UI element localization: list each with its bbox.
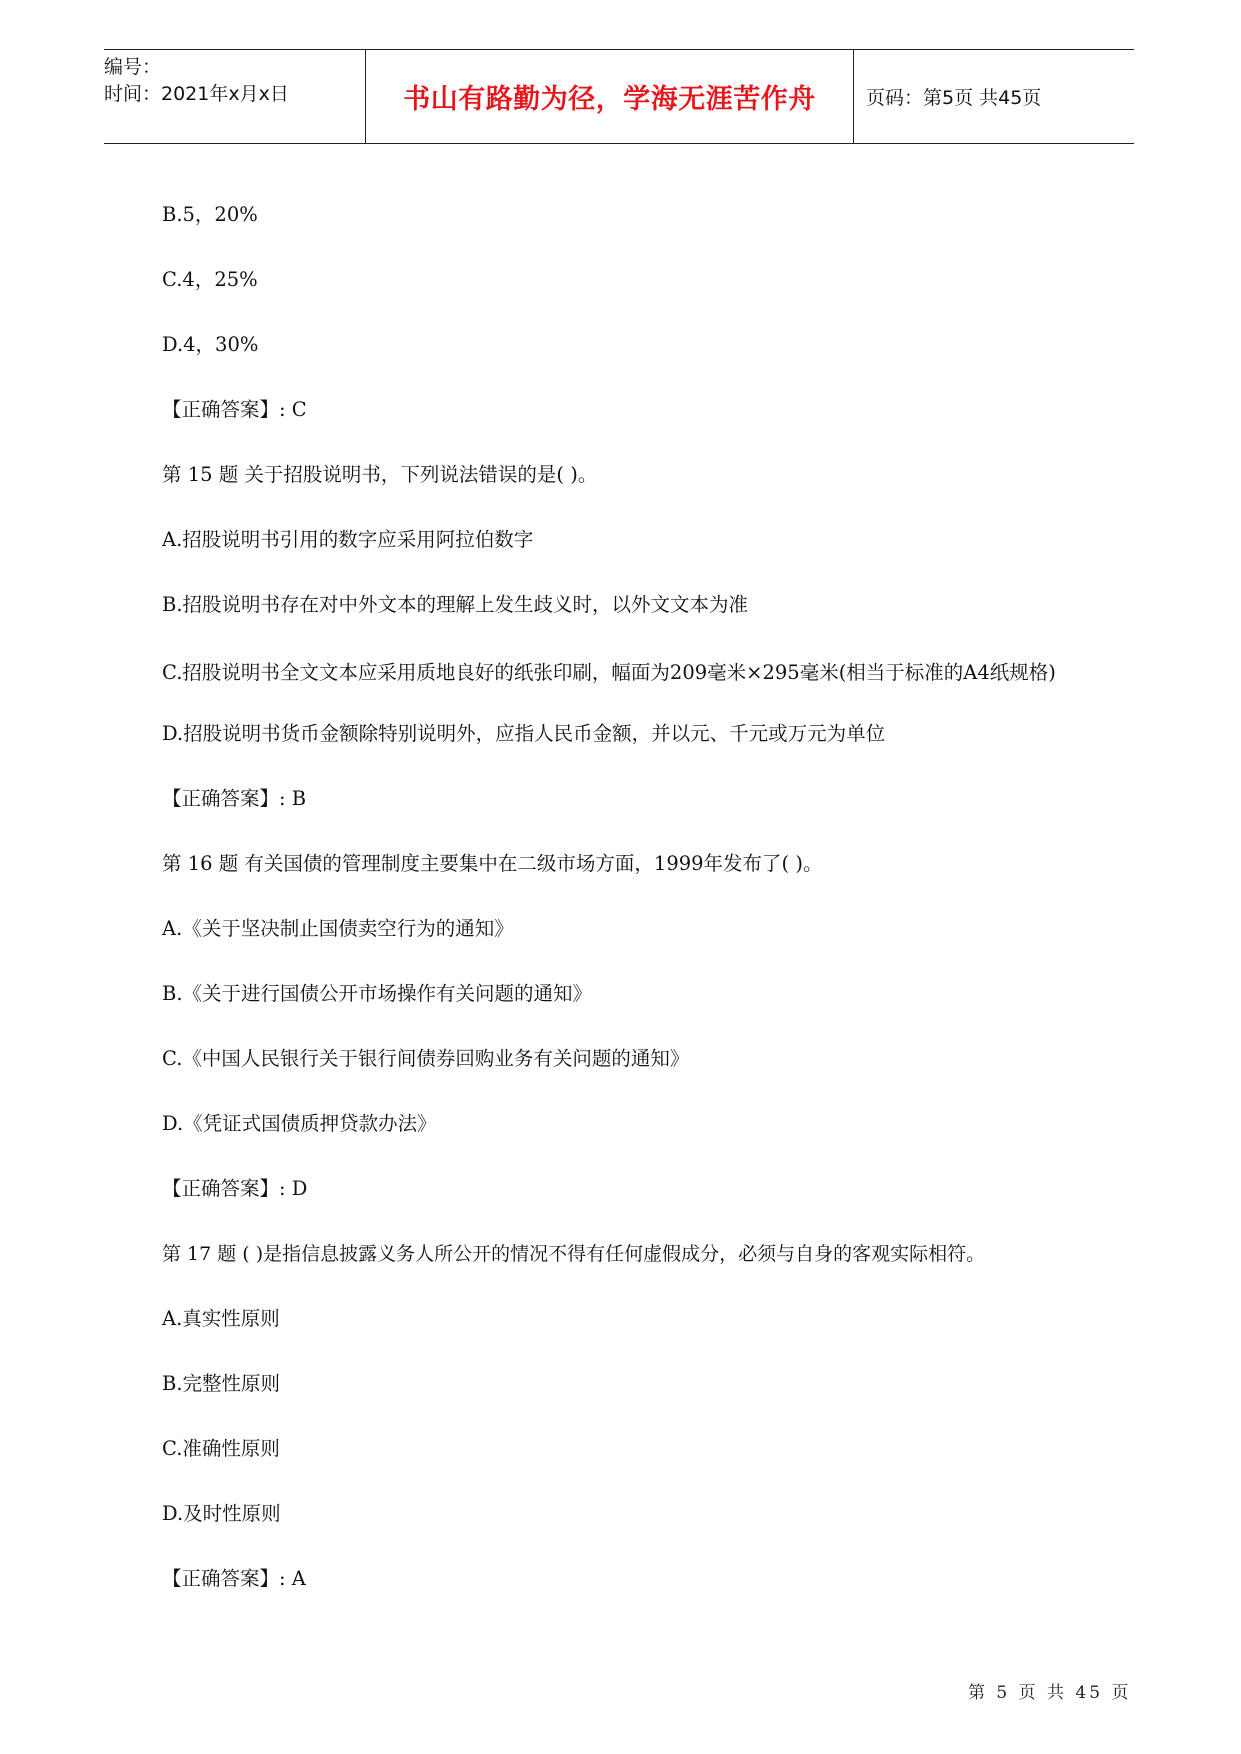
question-15-option-c: C.招股说明书全文文本应采用质地良好的纸张印刷，幅面为209毫米×295毫米(相当于标准的A4纸规格) bbox=[162, 661, 1056, 684]
header-page-label: 页码：第5页 共45页 bbox=[866, 87, 1042, 109]
answer-15: 【正确答案】: B bbox=[162, 787, 307, 810]
answer-17: 【正确答案】: A bbox=[162, 1567, 306, 1590]
option-d: D.4，30% bbox=[162, 333, 259, 356]
option-c: C.4，25% bbox=[162, 268, 258, 291]
question-15-option-b: B.招股说明书存在对中外文本的理解上发生歧义时，以外文文本为准 bbox=[162, 593, 749, 616]
question-15-option-a: A.招股说明书引用的数字应采用阿拉伯数字 bbox=[162, 528, 534, 551]
option-b: B.5，20% bbox=[162, 203, 258, 226]
number-label: 编号： bbox=[104, 56, 162, 78]
page-header bbox=[104, 49, 1134, 144]
question-15-option-d: D.招股说明书货币金额除特别说明外，应指人民币金额，并以元、千元或万元为单位 bbox=[162, 722, 886, 745]
question-16-option-b: B.《关于进行国债公开市场操作有关问题的通知》 bbox=[162, 982, 593, 1005]
header-motto: 书山有路勤为径，学海无涯苦作舟 bbox=[366, 50, 854, 143]
header-meta bbox=[104, 50, 366, 143]
answer-16: 【正确答案】: D bbox=[162, 1177, 308, 1200]
question-15: 第 15 题 关于招股说明书，下列说法错误的是( )。 bbox=[162, 463, 598, 486]
page-footer: 第 5 页 共 45 页 bbox=[968, 1683, 1132, 1703]
question-17-option-c: C.准确性原则 bbox=[162, 1437, 280, 1460]
question-16-option-c: C.《中国人民银行关于银行间债券回购业务有关问题的通知》 bbox=[162, 1047, 690, 1070]
question-17-option-a: A.真实性原则 bbox=[162, 1307, 280, 1330]
question-16-option-d: D.《凭证式国债质押贷款办法》 bbox=[162, 1112, 437, 1135]
document-body bbox=[119, 200, 1129, 1594]
question-17-option-b: B.完整性原则 bbox=[162, 1372, 281, 1395]
question-17: 第 17 题 ( )是指信息披露义务人所公开的情况不得有任何虚假成分，必须与自身的客观实际相符。 bbox=[162, 1243, 986, 1265]
question-16-option-a: A.《关于坚决制止国债卖空行为的通知》 bbox=[162, 917, 514, 940]
answer-14: 【正确答案】: C bbox=[162, 398, 307, 421]
question-16: 第 16 题 有关国债的管理制度主要集中在二级市场方面，1999年发布了( )。 bbox=[162, 852, 823, 875]
time-label: 时间：2021年x月x日 bbox=[104, 83, 289, 105]
question-17-option-d: D.及时性原则 bbox=[162, 1502, 281, 1525]
